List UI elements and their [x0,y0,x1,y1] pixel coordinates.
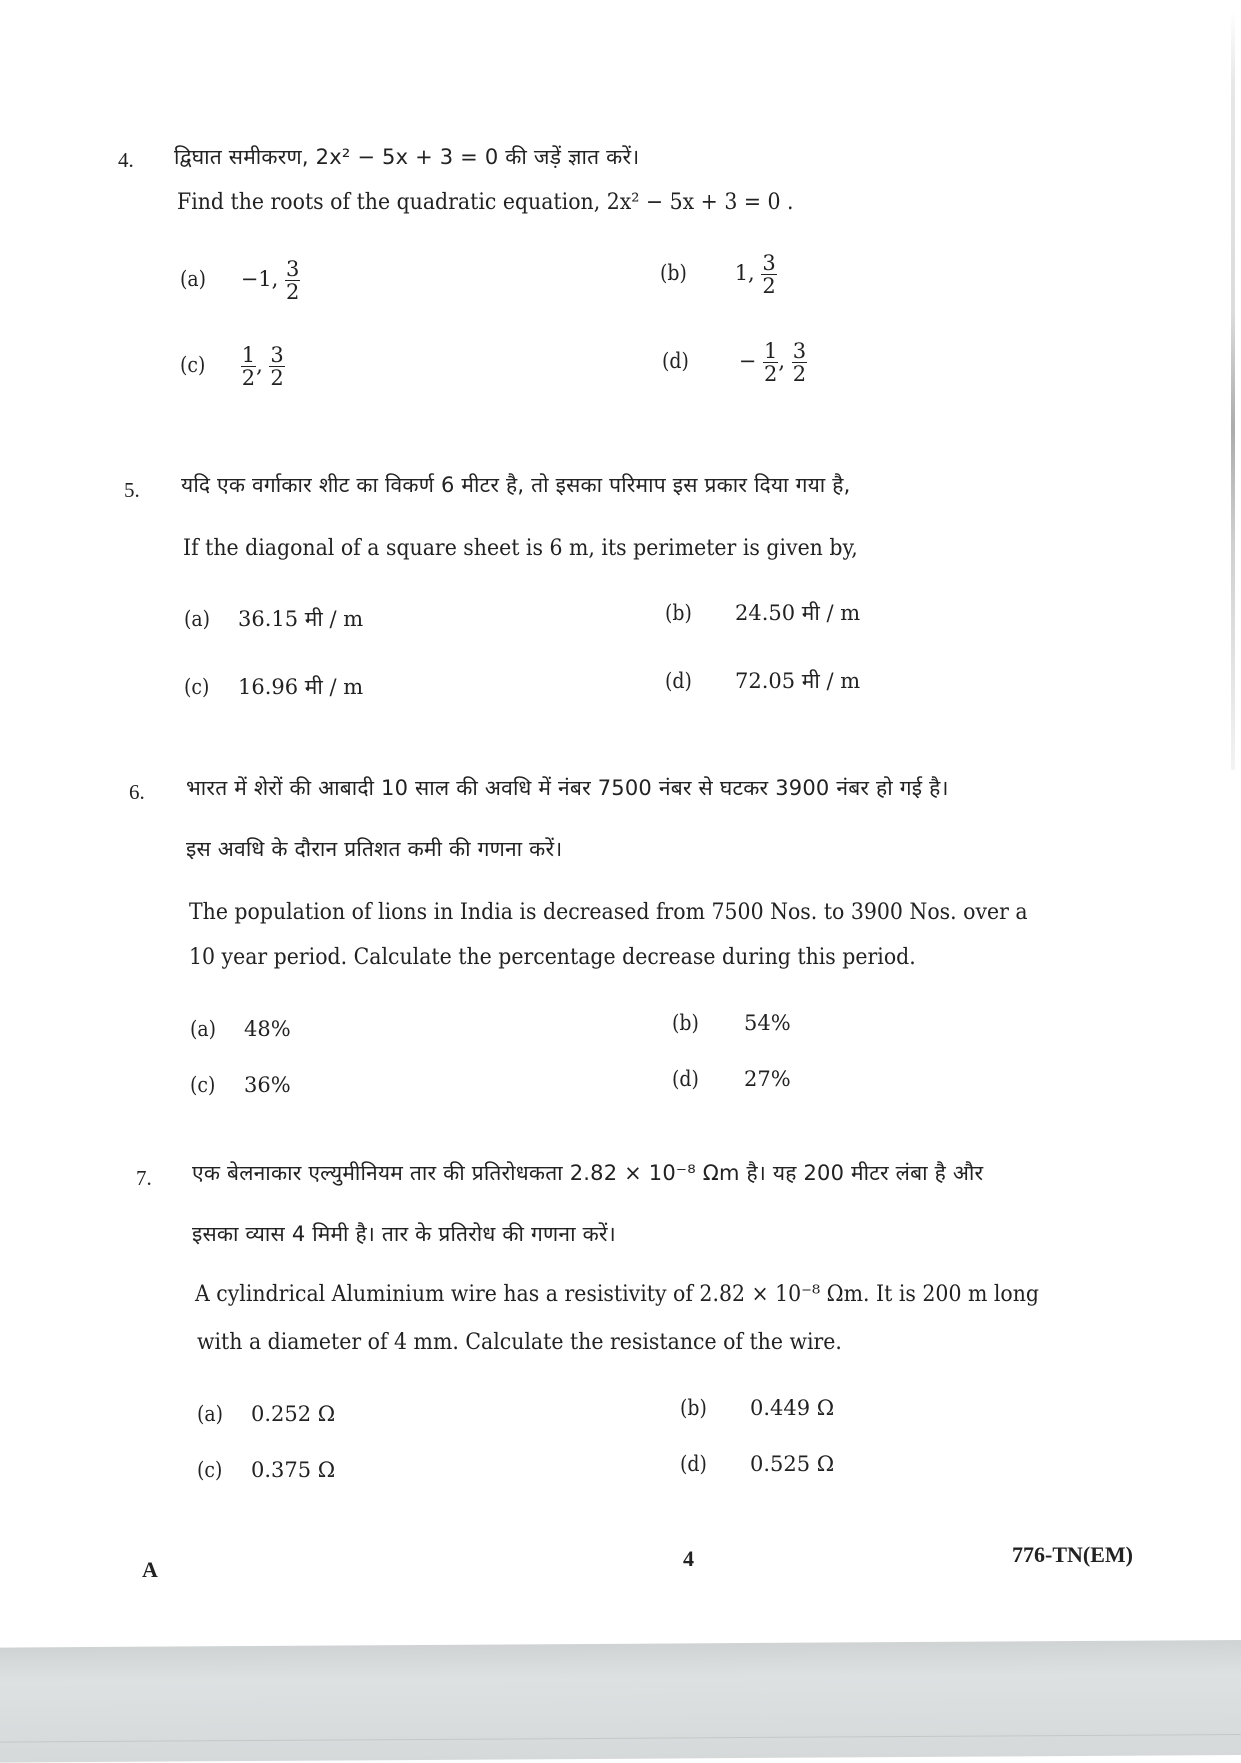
question-english-text: with a diameter of 4 mm. Calculate the resistance of the wire. [197,1330,842,1355]
option-value: 72.05 मी / m [735,669,861,693]
paper-code: 776-TN(EM) [1012,1542,1133,1567]
fraction: $\frac{1}{2}$ [241,343,256,391]
option-a[interactable] [190,1017,291,1041]
question-hindi-text: एक बेलनाकार एल्युमीनियम तार की प्रतिरोधकता 2.82 × 10⁻⁸ Ωm है। यह 200 मीटर लंबा है और [192,1161,984,1185]
option-value: 16.96 मी / m [238,675,364,699]
option-c[interactable] [190,1073,291,1097]
option-value: 24.50 मी / m [735,601,861,625]
option-value: 36% [244,1073,291,1097]
question-hindi-text: भारत में शेरों की आबादी 10 साल की अवधि में नंबर 7500 नंबर से घटकर 3900 नंबर हो गई है। [186,776,949,800]
option-c[interactable] [184,673,363,701]
question-number: 4. [118,148,134,172]
option-value: 0.449 Ω [750,1396,835,1420]
option-value: 36.15 मी / m [238,607,364,631]
question-english-text: The population of lions in India is decreased from 7500 Nos. to 3900 Nos. over a [189,900,1028,925]
question-hindi-text: यदि एक वर्गाकार शीट का विकर्ण 6 मीटर है, तो इसका परिमाप इस प्रकार दिया गया है, [181,473,851,497]
option-d[interactable] [672,1067,791,1091]
question-number: 6. [129,780,145,804]
option-a[interactable] [184,605,363,633]
scanner-bed-background [0,1640,1241,1763]
option-label: (d) [665,669,692,693]
option-d[interactable] [665,667,860,695]
question-number: 5. [124,478,140,502]
option-label: (d) [662,349,689,374]
fraction: $\frac{3}{2}$ [792,339,807,387]
option-d[interactable]: (d) − $\frac{1}{2}$ , $\frac{3}{2}$ [662,339,807,387]
option-sign: − [738,349,757,374]
option-a[interactable] [197,1402,335,1426]
option-label: (c) [197,1458,223,1482]
option-label: (a) [197,1402,224,1426]
option-value: 0.525 Ω [750,1452,835,1476]
question-english-text: If the diagonal of a square sheet is 6 m, its perimeter is given by, [183,536,858,561]
option-d[interactable] [680,1452,834,1476]
option-label: (a) [180,267,207,292]
question-hindi-text: द्विघात समीकरण, 2x² − 5x + 3 = 0 की जड़ें ज्ञात करें। [174,145,640,169]
option-label: (d) [672,1067,699,1091]
option-label: (b) [672,1011,699,1035]
fraction: $\frac{3}{2}$ [270,343,284,391]
option-label: (d) [680,1452,707,1476]
question-number: 7. [136,1166,152,1190]
option-c[interactable] [197,1458,335,1482]
page-edge-shadow [1231,10,1235,770]
option-label: (b) [665,601,692,625]
option-label: (c) [190,1073,216,1097]
question-hindi-text: इसका व्यास 4 मिमी है। तार के प्रतिरोध की गणना करें। [192,1222,616,1246]
option-a[interactable] [180,258,300,303]
fraction: $\frac{3}{2}$ [762,251,776,299]
option-label: (b) [660,261,687,286]
option-b[interactable] [680,1396,834,1420]
option-value: 27% [744,1067,791,1091]
option-value: −1, [240,267,279,292]
series-label: A [142,1557,158,1582]
option-b[interactable] [660,252,777,297]
fraction: $\frac{3}{2}$ [286,257,300,305]
option-c[interactable]: (c) $\frac{1}{2}$ , $\frac{3}{2}$ [180,343,284,391]
option-value: 48% [244,1017,291,1041]
question-hindi-text: इस अवधि के दौरान प्रतिशत कमी की गणना करें। [186,837,563,861]
option-value: 0.375 Ω [251,1458,336,1482]
option-label: (c) [184,675,210,699]
option-value: 54% [744,1011,791,1035]
option-label: (a) [190,1017,217,1041]
fraction: $\frac{1}{2}$ [763,339,778,387]
page-number: 4 [683,1546,694,1571]
option-b[interactable] [665,599,860,627]
option-value: 0.252 Ω [251,1402,336,1426]
option-label: (c) [180,353,206,378]
option-b[interactable] [672,1011,791,1035]
question-english-text: A cylindrical Aluminium wire has a resistivity of 2.82 × 10⁻⁸ Ωm. It is 200 m long [195,1282,1040,1307]
option-label: (a) [184,607,211,631]
question-english-text: 10 year period. Calculate the percentage decrease during this period. [189,945,916,970]
question-english-text: Find the roots of the quadratic equation, 2x² − 5x + 3 = 0 . [177,190,794,215]
option-value: 1, [734,261,755,286]
option-label: (b) [680,1396,707,1420]
